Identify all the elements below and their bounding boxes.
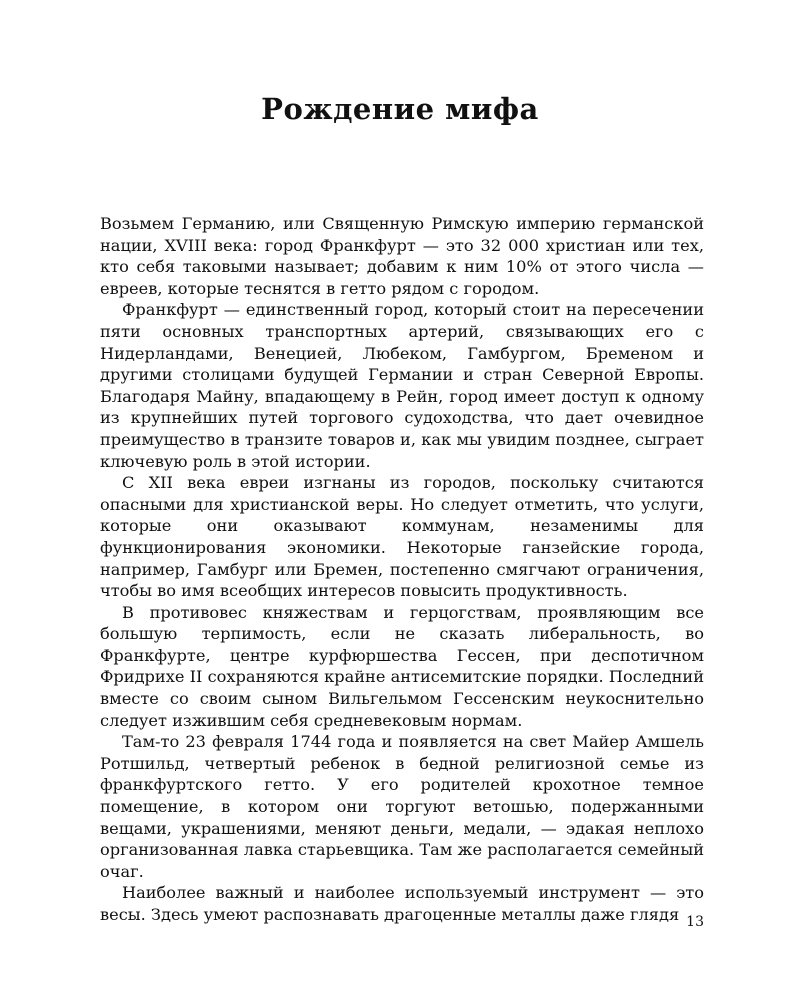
paragraph: Франкфурт — единственный город, который стоит на пересечении пяти основных транспортных артерий, связывающих его с Нидерландами, Венецией, Любеком, Гамбургом, Бременом и другими столицами будущей Германии и стран Северной Европы. Благодаря Майну, впадающему в Рейн, город имеет доступ к одному из крупнейших путей торгового судоходства, что дает очевидное преимущество в транзите товаров и, как мы увидим позднее, сыграет ключевую роль в этой истории. [100, 300, 704, 471]
chapter-title: Рождение мифа [261, 92, 539, 126]
paragraph: Там-то 23 февраля 1744 года и появляется на свет Майер Амшель Ротшильд, четвертый ребенок в бедной религиозной семье из франкфуртского гетто. У его родителей крохотное темное помещение, в котором они торгуют ветошью, подержанными вещами, украшениями, меняют деньги, медали, — эдакая неплохо организованная лавка старьевщика. Там же располагается семейный очаг. [100, 732, 704, 881]
body-text [100, 213, 704, 926]
paragraph: С XII века евреи изгнаны из городов, поскольку считаются опасными для христианской веры. Но следует отметить, что услуги, которые они оказывают коммунам, незаменимы для функционирования экономики. Некоторые ганзейские города, например, Гамбург или Бремен, постепенно смягчают ограничения, чтобы во имя всеобщих интересов повысить продуктивность. [100, 473, 704, 601]
paragraph: Наиболее важный и наиболее используемый инструмент — это весы. Здесь умеют распознавать драгоценные металлы даже глядя [100, 883, 704, 924]
paragraph: В противовес княжествам и герцогствам, проявляющим все большую терпимость, если не сказать либеральность, во Франкфурте, центре курфюршества Гессен, при деспотичном Фридрихе II сохраняются крайне антисемитские порядки. Последний вместе со своим сыном Вильгельмом Гессенским неукоснительно следует изжившим себя средневековым нормам. [100, 602, 704, 730]
page-number: 13 [686, 914, 704, 930]
paragraph: Возьмем Германию, или Священную Римскую империю германской нации, XVIII века: город Франкфурт — это 32 000 христиан или тех, кто себя таковыми называет; добавим к ним 10% от этого числа — евреев, которые теснятся в гетто рядом с городом. [100, 214, 704, 298]
